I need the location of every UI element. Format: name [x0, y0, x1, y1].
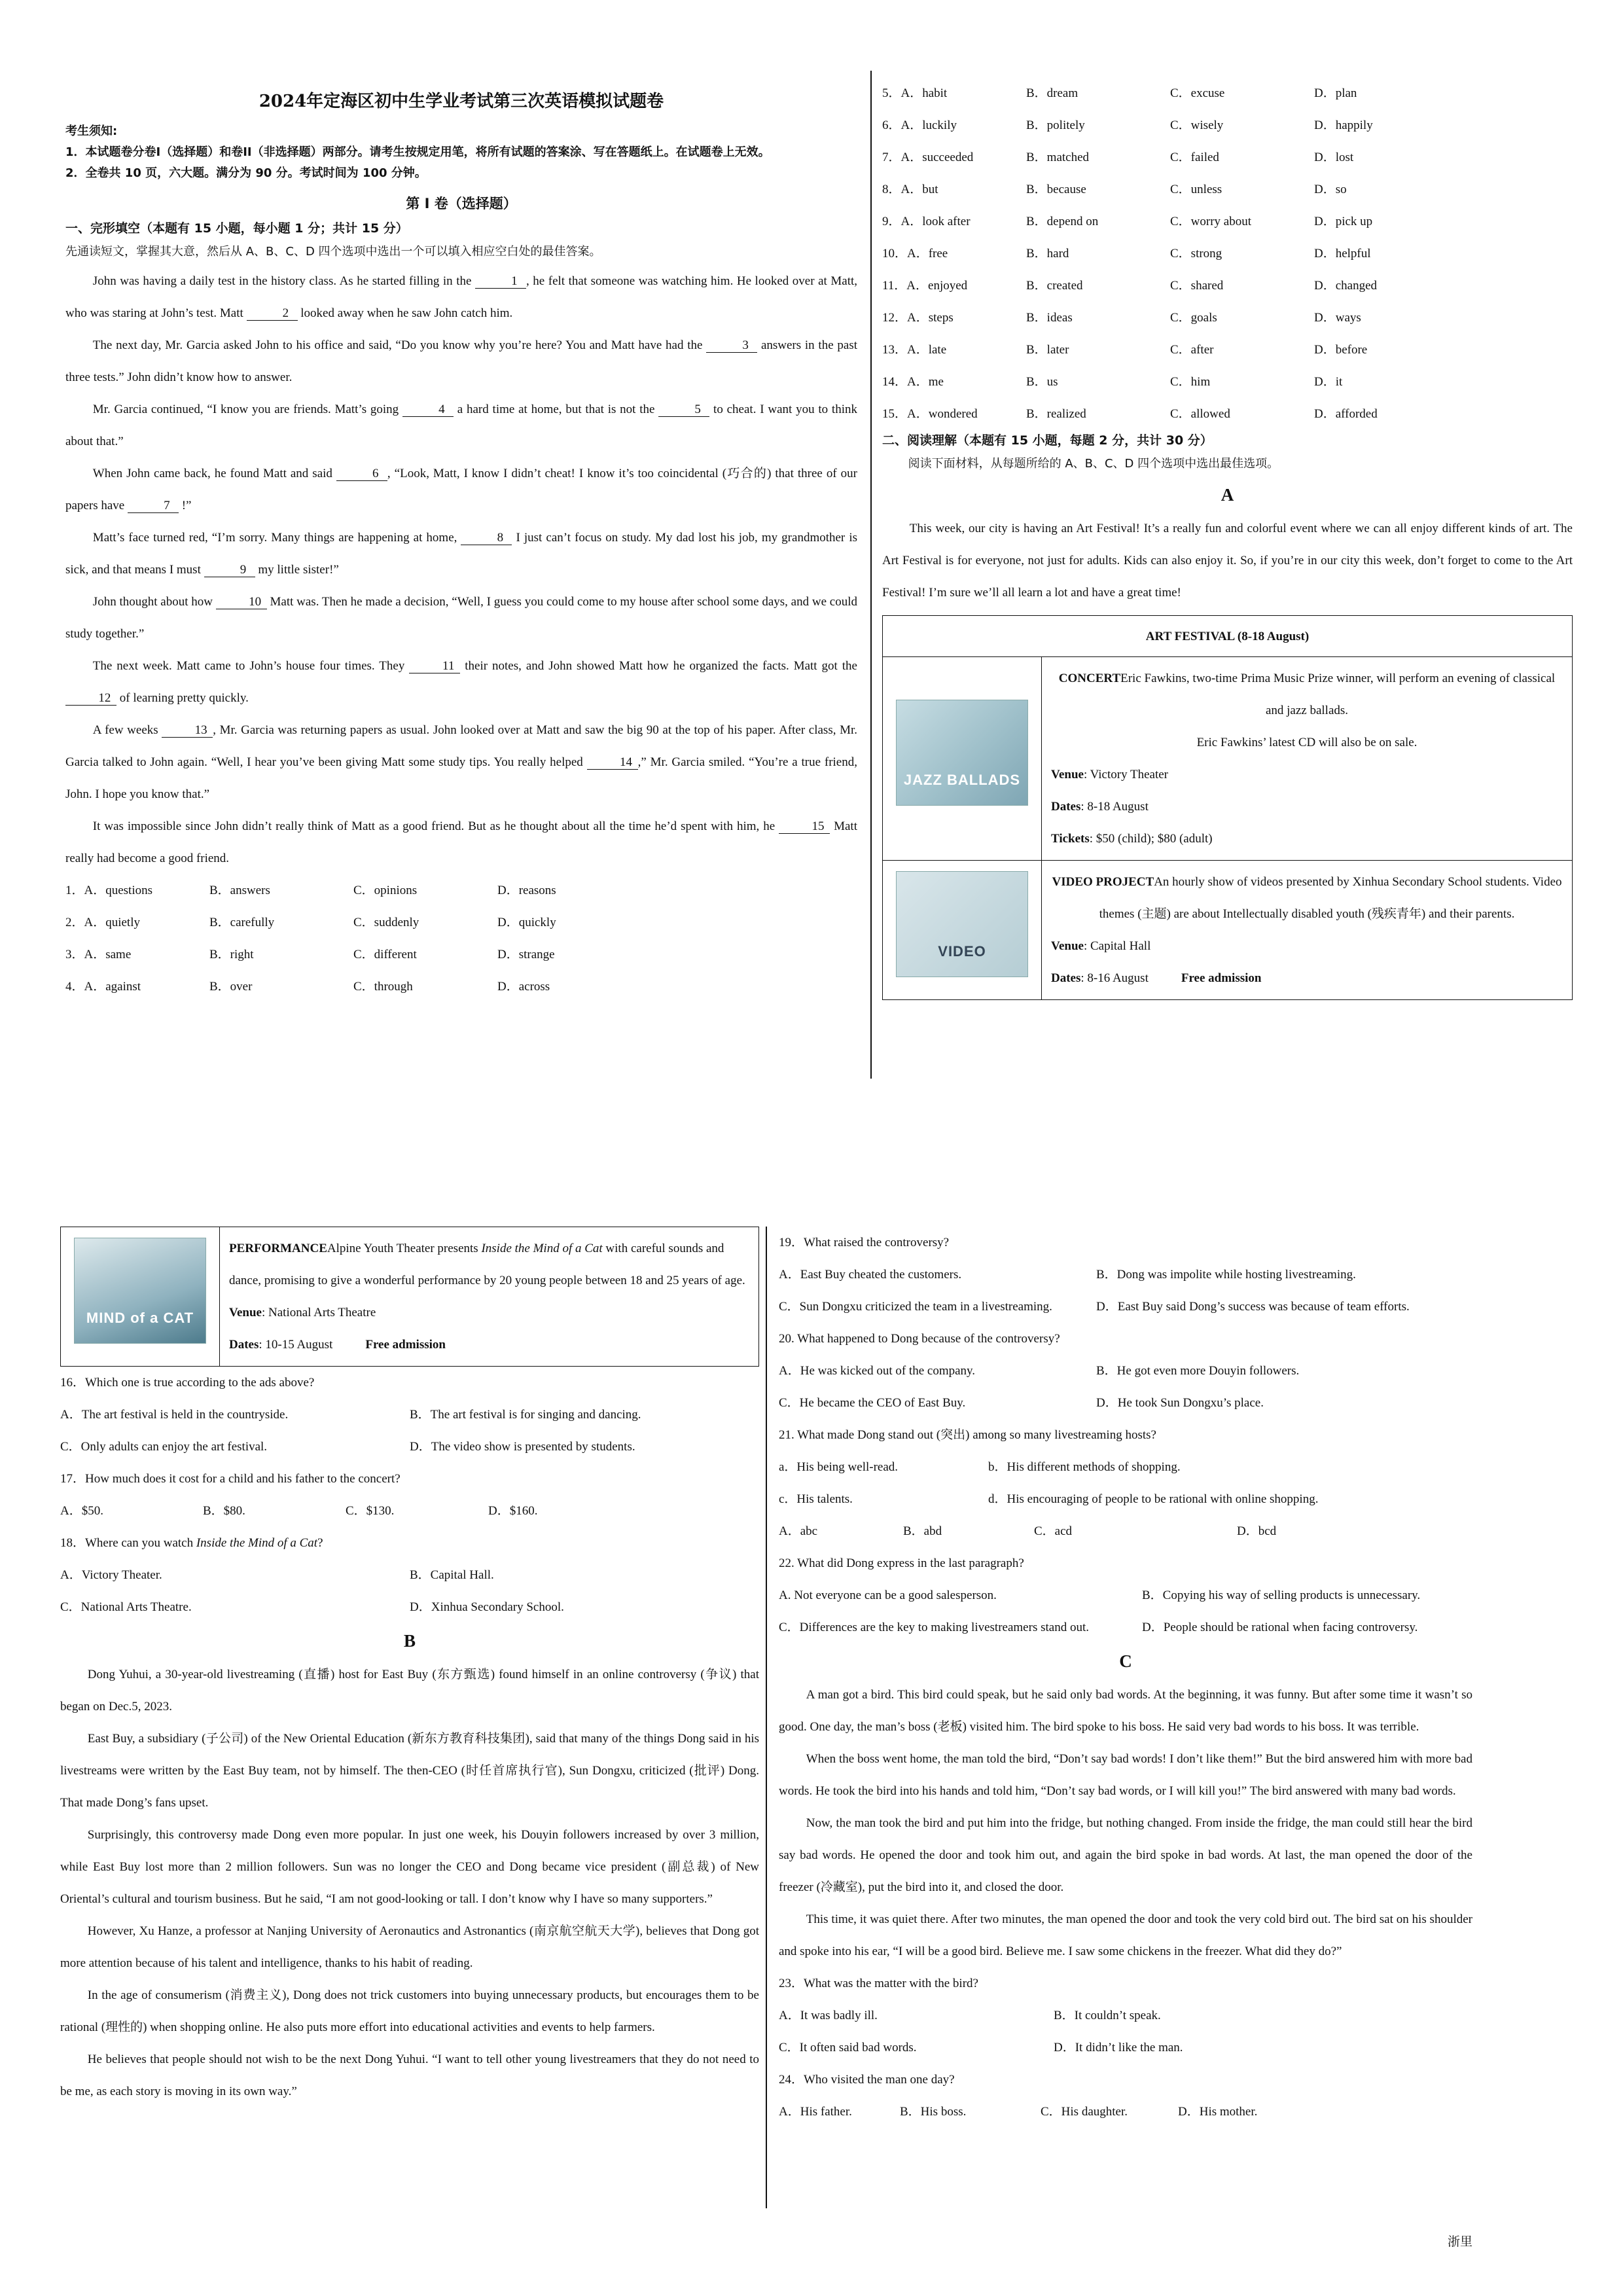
concert-venue-label: Venue — [1051, 768, 1084, 781]
cloze-option: D．lost — [1314, 151, 1354, 164]
cloze-option: 13．A．late — [882, 343, 947, 357]
q20-option-a: A．He was kicked out of the company. — [779, 1364, 976, 1378]
performance-venue: : National Arts Theatre — [261, 1306, 376, 1319]
q22-option-b: B．Copying his way of selling products is unnecessary. — [1142, 1588, 1421, 1602]
question-17: 17．How much does it cost for a child and his father to the concert? — [60, 1472, 401, 1486]
cloze-text: Matt was. Then he made a decision, “Well, I guess you could come to my house after school some days, and we could study together.” — [65, 595, 857, 641]
passage-b-paragraph: However, Xu Hanze, a professor at Nanjing University of Aeronautics and Astronantics (南京航空航天大学), believes that Dong got more attention because of his talent and intelligence, thanks to his habit of reading. — [60, 1924, 759, 1970]
q18-option-c: C．National Arts Theatre. — [60, 1600, 192, 1614]
passage-b-letter: B — [403, 1631, 416, 1651]
performance-venue-label: Venue — [229, 1306, 262, 1319]
concert-tickets: : $50 (child); $80 (adult) — [1089, 832, 1213, 846]
q18-post: ? — [317, 1536, 323, 1550]
cloze-text: John was having a daily test in the history class. As he started filling in the — [92, 274, 475, 288]
passage-b-paragraph: In the age of consumerism (消费主义), Dong does not trick customers into buying unnecessary products, but encourages them to be rational (理性的) when shopping online. He also puts more effort into educational activities and events to help farmers. — [60, 1988, 759, 2034]
cloze-text: , “Look, Matt, I know I didn’t cheat! I know it’s too coincidental (巧合的) that three of our papers have — [65, 467, 857, 512]
cloze-text: a hard time at home, but that is not the — [453, 403, 659, 416]
video-info — [1042, 861, 1573, 1000]
video-row — [883, 861, 1573, 1000]
cloze-option: C．wisely — [1170, 118, 1224, 132]
part-1-title: 第 I 卷（选择题） — [406, 196, 517, 211]
page-2 — [0, 1148, 1623, 2296]
cloze-option: C．failed — [1170, 151, 1219, 164]
cloze-paragraph — [65, 329, 857, 393]
cloze-blank-15: 15 — [779, 820, 830, 834]
passage-c-paragraph: When the boss went home, the man told the bird, “Don’t say bad words! I don’t like them!” But the bird answered him with more bad words. He took the bird into his hands and told him, “Don’t say bad words, or I will kill you!” The bird answered with many bad words. — [779, 1752, 1472, 1798]
cloze-option-row-5 — [882, 77, 1573, 109]
exam-title: 2024年定海区初中生学业考试第三次英语模拟试题卷 — [259, 92, 664, 111]
q23-option-a: A．It was badly ill. — [779, 2009, 878, 2022]
performance-info — [220, 1227, 759, 1367]
concert-info — [1042, 657, 1573, 861]
question-22-options — [779, 1579, 1472, 1643]
performance-title: Inside the Mind of a Cat — [481, 1242, 603, 1255]
cloze-option-row-13 — [882, 334, 1573, 366]
left-column-page-1 — [65, 82, 857, 1003]
q22-option-a: A. Not everyone can be a good salesperson. — [779, 1588, 997, 1602]
cloze-option-row-14 — [882, 366, 1573, 398]
cloze-blank-14: 14 — [587, 756, 638, 770]
cloze-option: D．across — [497, 980, 550, 994]
cloze-option: D．happily — [1314, 118, 1373, 132]
cloze-option: 4．A．against — [65, 980, 141, 994]
cloze-text: A few weeks — [92, 723, 162, 737]
q22-option-c: C．Differences are the key to making livestreamers stand out. — [779, 1621, 1089, 1634]
q16-option-b: B．The art festival is for singing and dancing. — [410, 1408, 641, 1422]
passage-a-letter: A — [1221, 485, 1234, 505]
question-24: 24．Who visited the man one day? — [779, 2073, 955, 2087]
performance-table — [60, 1227, 759, 1367]
performance-image-cell — [61, 1227, 220, 1367]
q16-option-d: D．The video show is presented by students. — [410, 1440, 635, 1454]
cloze-blank-6: 6 — [336, 467, 387, 481]
question-23: 23．What was the matter with the bird? — [779, 1977, 978, 1990]
concert-picture — [896, 700, 1028, 806]
cloze-option: B．carefully — [209, 916, 275, 929]
cloze-passage — [65, 265, 857, 874]
question-22: 22. What did Dong express in the last paragraph? — [779, 1556, 1024, 1570]
cloze-paragraph — [65, 810, 857, 874]
cloze-option: 1．A．questions — [65, 884, 153, 897]
cloze-option: 8．A．but — [882, 183, 938, 196]
column-divider — [766, 1227, 767, 2208]
cloze-option: B．because — [1026, 183, 1086, 196]
q21-option-d: D．bcd — [1237, 1524, 1277, 1538]
cloze-text: The next day, Mr. Garcia asked John to his office and said, “Do you know why you’re here? You and Matt have had the — [92, 338, 707, 352]
cloze-blank-2: 2 — [247, 307, 298, 321]
cloze-option-row-3 — [65, 939, 857, 971]
cloze-blank-1: 1 — [475, 275, 526, 289]
cloze-option: C．him — [1170, 375, 1211, 389]
q24-option-c: C．His daughter. — [1041, 2105, 1128, 2119]
q19-option-d: D．East Buy said Dong’s success was because of team efforts. — [1096, 1300, 1410, 1314]
cloze-option-row-11 — [882, 270, 1573, 302]
cloze-text: of learning pretty quickly. — [116, 691, 249, 705]
cloze-option-row-1 — [65, 874, 857, 906]
cloze-text: Matt’s face turned red, “I’m sorry. Many things are happening at home, — [92, 531, 461, 545]
cloze-option: 15．A．wondered — [882, 407, 978, 421]
q20-option-d: D．He took Sun Dongxu’s place. — [1096, 1396, 1264, 1410]
q21-item-b: b．His different methods of shopping. — [988, 1460, 1181, 1474]
q18-title: Inside the Mind of a Cat — [196, 1536, 318, 1550]
concert-label: CONCERT — [1058, 672, 1121, 685]
q19-option-b: B．Dong was impolite while hosting livestreaming. — [1096, 1268, 1356, 1282]
cloze-option: C．goals — [1170, 311, 1217, 325]
q21-option-a: A．abc — [779, 1524, 818, 1538]
video-text: An hourly show of videos presented by Xinhua Secondary School students. Video themes (主题) are about Intellectually disabled youth (残疾青年) and their parents. — [1099, 875, 1562, 921]
video-picture-label: VIDEO — [938, 942, 986, 960]
cloze-text: my little sister!” — [255, 563, 339, 577]
cloze-text: When John came back, he found Matt and said — [92, 467, 336, 480]
question-21: 21. What made Dong stand out (突出) among so many livestreaming hosts? — [779, 1428, 1156, 1442]
performance-label: PERFORMANCE — [229, 1242, 327, 1255]
cloze-option: D．helpful — [1314, 247, 1371, 260]
cloze-text: It was impossible since John didn’t really think of Matt as a good friend. But as he thought about all the time he’d spent with him, he — [92, 819, 779, 833]
cloze-text: to cheat. I want you to think about that.” — [65, 403, 857, 448]
cloze-blank-11: 11 — [409, 660, 460, 673]
cloze-option: 2．A．quietly — [65, 916, 140, 929]
concert-dates-label: Dates — [1051, 800, 1081, 814]
cloze-blank-3: 3 — [706, 339, 757, 353]
concert-image-cell — [883, 657, 1042, 861]
q21-item-a: a．His being well-read. — [779, 1460, 899, 1474]
cloze-option: 11．A．enjoyed — [882, 279, 968, 293]
art-festival-table — [882, 615, 1573, 1000]
concert-row — [883, 657, 1573, 861]
cloze-option: D．pick up — [1314, 215, 1373, 228]
art-festival-title: ART FESTIVAL (8-18 August) — [883, 616, 1573, 657]
q23-option-d: D．It didn’t like the man. — [1054, 2041, 1183, 2054]
cloze-option: C．different — [353, 948, 417, 961]
q18-option-a: A．Victory Theater. — [60, 1568, 162, 1582]
video-image-cell — [883, 861, 1042, 1000]
cloze-option: 9．A．look after — [882, 215, 971, 228]
concert-venue: : Victory Theater — [1083, 768, 1168, 781]
cloze-blank-5: 5 — [658, 403, 709, 417]
concert-picture-label: JAZZ BALLADS — [903, 771, 1021, 788]
q17-option-c: C．$130. — [346, 1504, 395, 1518]
cloze-options-1-4 — [65, 874, 857, 1003]
q16-option-a: A．The art festival is held in the countryside. — [60, 1408, 289, 1422]
cloze-option: 7．A．succeeded — [882, 151, 974, 164]
video-free: Free admission — [1181, 971, 1262, 985]
q18-pre: 18．Where can you watch — [60, 1536, 196, 1550]
question-24-options — [779, 2096, 1472, 2128]
cloze-option-row-4 — [65, 971, 857, 1003]
cloze-paragraph — [65, 586, 857, 650]
cloze-option: C．unless — [1170, 183, 1222, 196]
cloze-paragraph — [65, 265, 857, 329]
performance-dates: : 10-15 August — [259, 1338, 333, 1352]
video-picture — [896, 871, 1028, 977]
cloze-option: D．it — [1314, 375, 1343, 389]
cloze-text: Matt really had become a good friend. — [65, 819, 857, 865]
performance-picture-label: MIND of a CAT — [86, 1309, 194, 1326]
cloze-option-row-2 — [65, 906, 857, 939]
cloze-option: C．strong — [1170, 247, 1222, 260]
note-2: 2．全卷共 10 页，六大题。满分为 90 分。考试时间为 100 分钟。 — [65, 166, 427, 180]
cloze-option: B．created — [1026, 279, 1083, 293]
cloze-option: B．right — [209, 948, 254, 961]
cloze-text: , he felt that someone was watching him. He looked over at Matt, who was staring at John’s test. Matt — [65, 274, 857, 320]
cloze-option-row-10 — [882, 238, 1573, 270]
question-20-options — [779, 1355, 1472, 1419]
concert-tickets-label: Tickets — [1051, 832, 1090, 846]
cloze-option: C．suddenly — [353, 916, 419, 929]
cloze-option: B．politely — [1026, 118, 1085, 132]
q18-option-b: B．Capital Hall. — [410, 1568, 494, 1582]
passage-b-paragraph: He believes that people should not wish to be the next Dong Yuhui. “I want to tell other young livestreamers that they do not need to be me, as each story is moving in its own way.” — [60, 2053, 759, 2098]
q21-item-d: d．His encouraging of people to be rational with online shopping. — [988, 1492, 1319, 1506]
cloze-option: B．matched — [1026, 151, 1090, 164]
cloze-option: B．ideas — [1026, 311, 1073, 325]
cloze-option: 6．A．luckily — [882, 118, 957, 132]
cloze-blank-8: 8 — [461, 531, 512, 545]
column-divider — [870, 71, 872, 1079]
question-20: 20. What happened to Dong because of the controversy? — [779, 1332, 1060, 1346]
question-18-options — [60, 1559, 759, 1623]
question-23-options — [779, 2000, 1472, 2064]
passage-c-paragraph: This time, it was quiet there. After two minutes, the man opened the door and took the very cold bird out. The bird sat on his shoulder and spoke into his ear, “I will be a good bird. Believe me. I saw some chickens in the freezer. What did they do?” — [779, 1912, 1472, 1958]
q24-option-d: D．His mother. — [1178, 2105, 1258, 2119]
cloze-option: 10．A．free — [882, 247, 948, 260]
concert-cd: Eric Fawkins’ latest CD will also be on sale. — [1196, 736, 1418, 749]
cloze-option: C．allowed — [1170, 407, 1230, 421]
cloze-option: B．depend on — [1026, 215, 1099, 228]
cloze-option: C．shared — [1170, 279, 1224, 293]
question-19: 19．What raised the controversy? — [779, 1236, 950, 1249]
cloze-paragraph — [65, 457, 857, 522]
cloze-option: B．over — [209, 980, 253, 994]
cloze-option: D．strange — [497, 948, 555, 961]
q21-item-c: c．His talents. — [779, 1492, 853, 1506]
cloze-option: B．hard — [1026, 247, 1069, 260]
cloze-option: 5．A．habit — [882, 86, 948, 100]
q19-option-c: C．Sun Dongxu criticized the team in a livestreaming. — [779, 1300, 1052, 1314]
cloze-option: D．reasons — [497, 884, 556, 897]
right-column-page-2 — [779, 1227, 1472, 2128]
cloze-paragraph — [65, 522, 857, 586]
passage-b-paragraph: East Buy, a subsidiary (子公司) of the New Oriental Education (新东方教育科技集团), said that many of the things Dong said in his livestreams were written by the East Buy team, not by himself. The then-CEO (时任首席执行官), Sun Dongxu, criticized (批评) Dong. That made Dong’s fans upset. — [60, 1732, 759, 1810]
video-label: VIDEO PROJECT — [1052, 875, 1154, 889]
cloze-blank-4: 4 — [402, 403, 454, 417]
cloze-option: C．after — [1170, 343, 1214, 357]
cloze-paragraph — [65, 650, 857, 714]
performance-free: Free admission — [365, 1338, 446, 1352]
performance-text-post: with careful sounds and dance, promising to give a wonderful performance by 20 young people between 18 and 25 years of age. — [229, 1242, 745, 1287]
cloze-option-row-9 — [882, 206, 1573, 238]
passage-c-letter: C — [1119, 1651, 1132, 1671]
cloze-text: The next week. Matt came to John’s house four times. They — [92, 659, 410, 673]
passage-b-paragraph: Dong Yuhui, a 30-year-old livestreaming (直播) host for East Buy (东方甄选) found himself in an online controversy (争议) that began on Dec.5, 2023. — [60, 1668, 759, 1713]
question-21-items — [779, 1451, 1472, 1515]
q18-option-d: D．Xinhua Secondary School. — [410, 1600, 564, 1614]
question-16: 16．Which one is true according to the ads above? — [60, 1376, 315, 1390]
cloze-option: B．later — [1026, 343, 1069, 357]
notes-heading: 考生须知: — [65, 124, 118, 138]
cloze-options-5-15 — [882, 77, 1573, 430]
question-17-options — [60, 1495, 759, 1527]
cloze-option: 14．A．me — [882, 375, 944, 389]
cloze-option-row-12 — [882, 302, 1573, 334]
cloze-blank-13: 13 — [162, 724, 213, 738]
q17-option-b: B．$80. — [203, 1504, 245, 1518]
concert-dates: : 8-18 August — [1080, 800, 1149, 814]
performance-text-pre: Alpine Youth Theater presents — [327, 1242, 482, 1255]
cloze-option: B．dream — [1026, 86, 1079, 100]
note-1: 1．本试题卷分卷I（选择题）和卷II（非选择题）两部分。请考生按规定用笔，将所有试题的答案涂、写在答题纸上。在试题卷上无效。 — [65, 145, 770, 159]
cloze-text: !” — [178, 499, 192, 512]
left-column-page-2 — [60, 1227, 759, 2108]
q24-option-a: A．His father. — [779, 2105, 852, 2119]
q23-option-b: B．It couldn’t speak. — [1054, 2009, 1161, 2022]
cloze-option: C．through — [353, 980, 413, 994]
performance-dates-label: Dates — [229, 1338, 259, 1352]
cloze-option: D．quickly — [497, 916, 556, 929]
cloze-option: C．excuse — [1170, 86, 1225, 100]
q21-option-b: B．abd — [903, 1524, 942, 1538]
cloze-text: , Mr. Garcia was returning papers as usual. John looked over at Matt and saw the big 90 at the top of his paper. After class, Mr. Garcia talked to John again. “Well, I hear you’ve been giving Matt some study tips. You really helped — [65, 723, 857, 769]
video-venue: : Capital Hall — [1083, 939, 1151, 953]
right-column-page-1 — [882, 77, 1573, 1000]
cloze-text: John thought about how — [92, 595, 216, 609]
cloze-text: Mr. Garcia continued, “I know you are friends. Matt’s going — [92, 403, 402, 416]
cloze-option-row-15 — [882, 398, 1573, 430]
q21-option-c: C．acd — [1034, 1524, 1073, 1538]
cloze-text: looked away when he saw John catch him. — [297, 306, 513, 320]
cloze-option: 3．A．same — [65, 948, 132, 961]
cloze-blank-12: 12 — [65, 692, 116, 706]
question-16-options — [60, 1399, 759, 1463]
cloze-option: D．ways — [1314, 311, 1361, 325]
cloze-option: B．realized — [1026, 407, 1086, 421]
footer-watermark: 浙里 — [1447, 2234, 1472, 2249]
cloze-option: D．before — [1314, 343, 1368, 357]
question-19-options — [779, 1259, 1472, 1323]
passage-c-paragraph: Now, the man took the bird and put him into the fridge, but nothing changed. From inside the fridge, the man could still hear the bird say bad words. He opened the door and took him out, and again the bird spoke in bad words. At last, the man opened the door of the freezer (冷藏室), put the bird into it, and closed the door. — [779, 1816, 1472, 1894]
q19-option-a: A．East Buy cheated the customers. — [779, 1268, 962, 1282]
cloze-text: answers in the past three tests.” John didn’t know how to answer. — [65, 338, 857, 384]
cloze-option: B．us — [1026, 375, 1058, 389]
section-1-instruction: 先通读短文，掌握其大意，然后从 A、B、C、D 四个选项中选出一个可以填入相应空白处的最佳答案。 — [65, 245, 601, 259]
q20-option-c: C．He became the CEO of East Buy. — [779, 1396, 966, 1410]
section-1-heading: 一、完形填空（本题有 15 小题，每小题 1 分；共计 15 分） — [65, 221, 408, 236]
cloze-option: D．so — [1314, 183, 1347, 196]
cloze-option: C．opinions — [353, 884, 418, 897]
cloze-blank-10: 10 — [216, 596, 267, 609]
cloze-blank-7: 7 — [128, 499, 179, 513]
cloze-option: 12．A．steps — [882, 311, 954, 325]
cloze-option: B．answers — [209, 884, 270, 897]
video-venue-label: Venue — [1051, 939, 1084, 953]
cloze-blank-9: 9 — [204, 564, 255, 577]
cloze-option: D．afforded — [1314, 407, 1378, 421]
concert-text: Eric Fawkins, two-time Prima Music Prize winner, will perform an evening of classical and jazz ballads. — [1120, 672, 1556, 717]
question-18 — [60, 1527, 759, 1559]
q22-option-d: D．People should be rational when facing controversy. — [1142, 1621, 1418, 1634]
section-2-heading: 二、阅读理解（本题有 15 小题，每题 2 分，共计 30 分） — [882, 433, 1213, 448]
cloze-paragraph — [65, 393, 857, 457]
cloze-text: ,” Mr. Garcia smiled. “You’re a true friend, John. I hope you know that.” — [65, 755, 857, 801]
cloze-paragraph — [65, 714, 857, 810]
q24-option-b: B．His boss. — [900, 2105, 967, 2119]
cloze-text: I just can’t focus on study. My dad lost his job, my grandmother is sick, and that means I must — [65, 531, 857, 577]
cloze-option-row-7 — [882, 141, 1573, 173]
cloze-option-row-6 — [882, 109, 1573, 141]
cloze-option-row-8 — [882, 173, 1573, 206]
q17-option-d: D．$160. — [488, 1504, 538, 1518]
passage-c-paragraph: A man got a bird. This bird could speak, but he said only bad words. At the beginning, it was funny. But after some time it wasn’t so good. One day, the man’s boss (老板) visited him. The bird spoke to his boss. He said very bad words to his boss. It was terrible. — [779, 1688, 1472, 1734]
q17-option-a: A．$50. — [60, 1504, 103, 1518]
performance-row — [61, 1227, 759, 1367]
cloze-option: C．worry about — [1170, 215, 1252, 228]
video-dates: : 8-16 August — [1080, 971, 1149, 985]
video-dates-label: Dates — [1051, 971, 1081, 985]
q16-option-c: C．Only adults can enjoy the art festival. — [60, 1440, 268, 1454]
question-21-options — [779, 1515, 1472, 1547]
passage-a-intro: This week, our city is having an Art Festival! It’s a really fun and colorful event where we can all enjoy different kinds of art. The Art Festival is for everyone, not just for adults. Kids can also enjoy it. So, if you’re in our city this week, don’t forget to come to the Art Festival! I’m sure we’ll all learn a lot and have a great time! — [882, 522, 1573, 600]
q20-option-b: B．He got even more Douyin followers. — [1096, 1364, 1300, 1378]
q23-option-c: C．It often said bad words. — [779, 2041, 917, 2054]
cloze-option: D．plan — [1314, 86, 1357, 100]
section-2-instruction: 阅读下面材料，从每题所给的 A、B、C、D 四个选项中选出最佳选项。 — [908, 457, 1279, 471]
cloze-option: D．changed — [1314, 279, 1378, 293]
performance-picture — [74, 1238, 206, 1344]
passage-b-paragraph: Surprisingly, this controversy made Dong even more popular. In just one week, his Douyin followers increased by over 3 million, while East Buy lost more than 2 million followers. Sun was no longer the CEO and Dong became vice president (副总裁) of New Oriental’s cultural and tourism business. But he said, “I am not good-looking or tall. I don’t know why I have so many supporters.” — [60, 1828, 759, 1906]
cloze-text: their notes, and John showed Matt how he organized the facts. Matt got the — [460, 659, 857, 673]
